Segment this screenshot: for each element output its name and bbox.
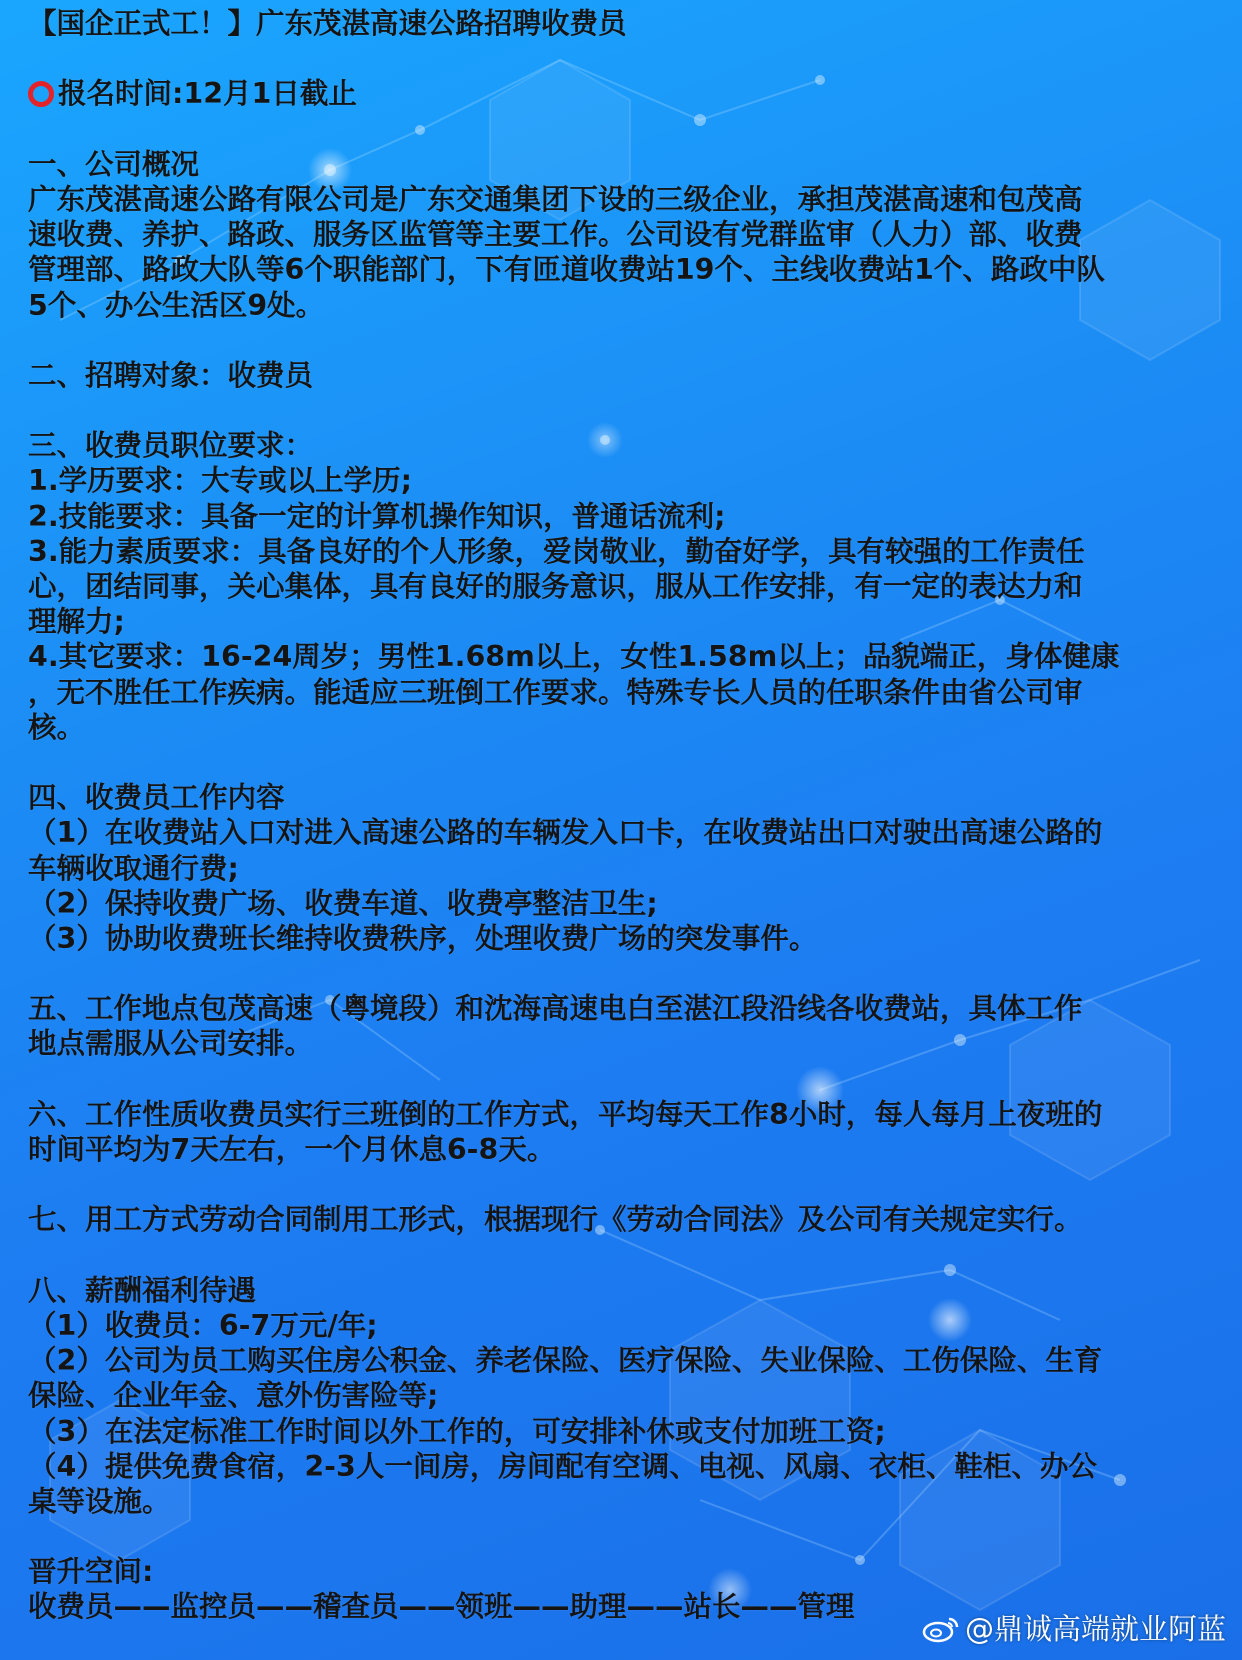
spacer <box>28 323 1228 358</box>
list-item: （2）保持收费广场、收费车道、收费亭整洁卫生; <box>28 886 658 920</box>
list-item: 桌等设施。 <box>28 1484 171 1518</box>
spacer <box>28 745 1228 780</box>
promotion-path: 收费员——监控员——稽查员——领班——助理——站长——管理 <box>28 1590 855 1624</box>
spacer <box>28 1062 1228 1097</box>
weibo-logo-icon <box>921 1615 961 1643</box>
spacer <box>28 393 1228 428</box>
list-item: （4）提供免费食宿，2-3人一间房，房间配有空调、电视、风扇、衣柜、鞋柜、办公 <box>28 1449 1097 1483</box>
section-5-line: 五、工作地点包茂高速（粤境段）和沈海高速电白至湛江段沿线各收费站，具体工作 <box>28 992 1083 1026</box>
section-5-line: 地点需服从公司安排。 <box>28 1027 314 1061</box>
list-item: （3）协助收费班长维持收费秩序，处理收费广场的突发事件。 <box>28 921 818 955</box>
section-3-heading: 三、收费员职位要求： <box>28 429 314 463</box>
section-2-heading: 二、招聘对象：收费员 <box>28 358 314 392</box>
list-item: 1.学历要求：大专或以上学历; <box>28 464 413 498</box>
list-item: （2）公司为员工购买住房公积金、养老保险、医疗保险、失业保险、工伤保险、生育 <box>28 1344 1103 1378</box>
list-item: （1）收费员：6-7万元/年; <box>28 1308 378 1342</box>
deadline-text: 报名时间:12月1日截止 <box>58 77 357 111</box>
list-item: ，无不胜任工作疾病。能适应三班倒工作要求。特殊专长人员的任职条件由省公司审 <box>28 675 1083 709</box>
list-item: 3.能力素质要求：具备良好的个人形象，爱岗敬业，勤奋好学，具有较强的工作责任 <box>28 534 1085 568</box>
list-item: 心，团结同事，关心集体，具有良好的服务意识，服从工作安排，有一定的表达力和 <box>28 570 1083 603</box>
list-item: （3）在法定标准工作时间以外工作的，可安排补休或支付加班工资; <box>28 1414 886 1448</box>
spacer <box>28 112 1228 147</box>
list-item: 4.其它要求：16-24周岁；男性1.68m以上，女性1.58m以上；品貌端正，身体健康 <box>28 640 1120 674</box>
section-7-line: 七、用工方式劳动合同制用工形式，根据现行《劳动合同法》及公司有关规定实行。 <box>28 1203 1083 1237</box>
section-1-heading: 一、公司概况 <box>28 147 200 181</box>
recruitment-notice <box>28 6 1228 1625</box>
paragraph-line: 5个、办公生活区9处。 <box>28 288 325 322</box>
spacer <box>28 41 1228 76</box>
spacer <box>28 956 1228 991</box>
paragraph-line: 广东茂湛高速公路有限公司是广东交通集团下设的三级企业，承担茂湛高速和包茂高 <box>28 182 1083 216</box>
watermark-text: @鼎诚高端就业阿蓝 <box>964 1612 1226 1646</box>
section-4-heading: 四、收费员工作内容 <box>28 781 285 815</box>
section-8-heading: 八、薪酬福利待遇 <box>28 1273 257 1307</box>
paragraph-line: 管理部、路政大队等6个职能部门，下有匝道收费站19个、主线收费站1个、路政中队 <box>28 253 1105 287</box>
watermark <box>921 1607 1226 1648</box>
section-6-line: 六、工作性质收费员实行三班倒的工作方式，平均每天工作8小时，每人每月上夜班的 <box>28 1097 1103 1131</box>
list-item: 核。 <box>28 710 86 744</box>
list-item: 保险、企业年金、意外伤害险等; <box>28 1379 439 1413</box>
paragraph-line: 速收费、养护、路政、服务区监管等主要工作。公司设有党群监审（人力）部、收费 <box>28 218 1083 252</box>
red-ring-icon <box>28 81 54 107</box>
list-item: （1）在收费站入口对进入高速公路的车辆发入口卡，在收费站出口对驶出高速公路的 <box>28 816 1103 850</box>
list-item: 2.技能要求：具备一定的计算机操作知识，普通话流利; <box>28 499 726 533</box>
promotion-heading: 晋升空间: <box>28 1555 154 1589</box>
spacer <box>28 1519 1228 1554</box>
spacer <box>28 1238 1228 1273</box>
list-item: 车辆收取通行费; <box>28 851 239 885</box>
section-6-line: 时间平均为7天左右，一个月休息6-8天。 <box>28 1133 556 1166</box>
notice-title: 【国企正式工！】广东茂湛高速公路招聘收费员 <box>28 7 627 40</box>
deadline-line <box>28 76 1228 111</box>
spacer <box>28 1167 1228 1202</box>
list-item: 理解力; <box>28 605 125 639</box>
